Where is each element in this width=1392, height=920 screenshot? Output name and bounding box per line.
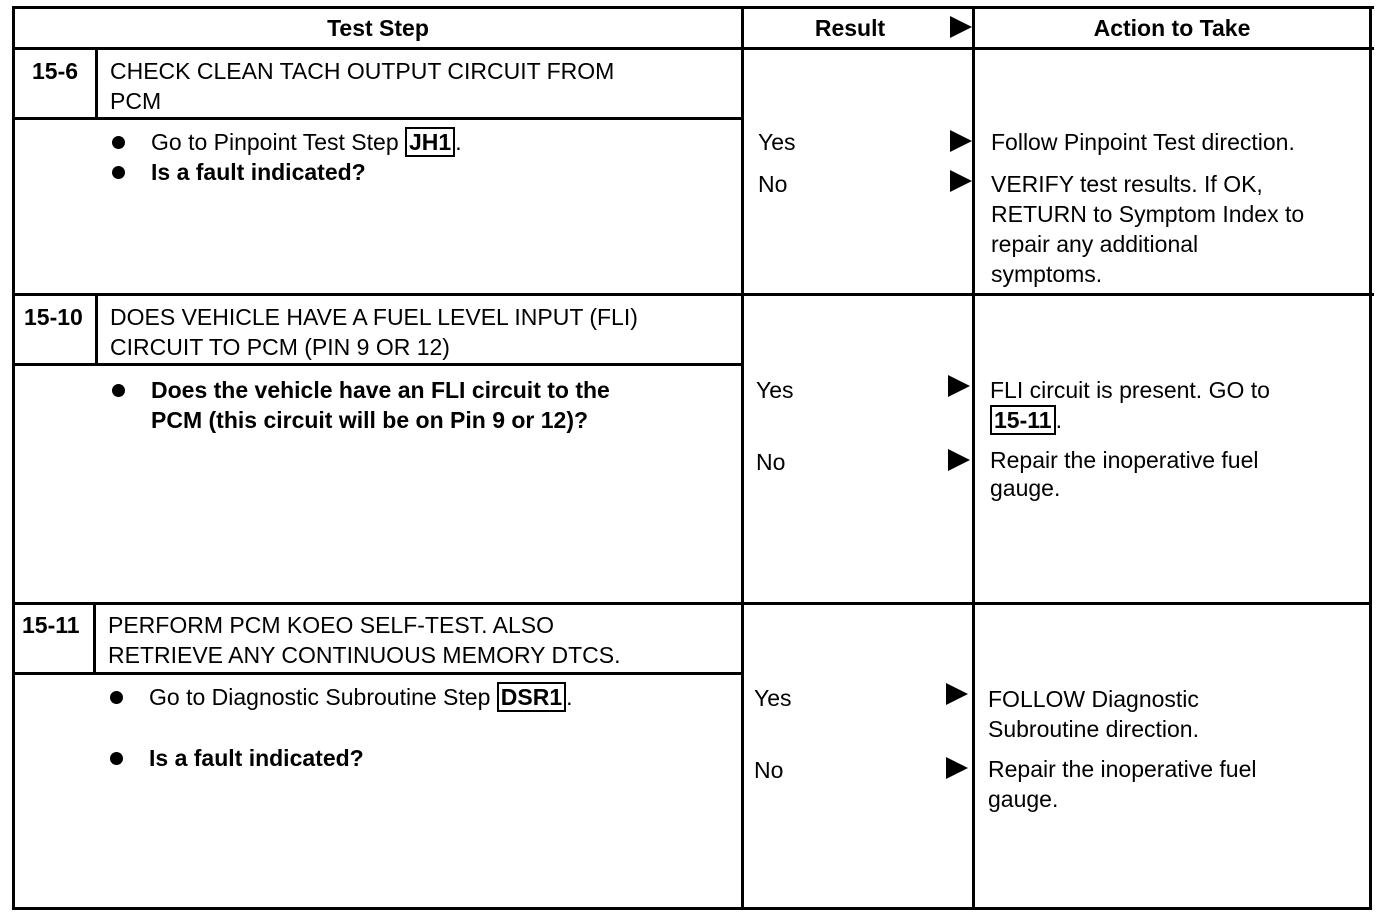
step1-no-action-line3: repair any additional xyxy=(991,231,1199,257)
step1-no-action-line1: VERIFY test results. If OK, xyxy=(991,171,1263,197)
step1-num-rule xyxy=(95,47,98,119)
step2-item-1-line1: Does the vehicle have an FLI circuit to the xyxy=(151,377,610,403)
header-action: Action to Take xyxy=(1093,15,1251,41)
step3-bullet-1 xyxy=(110,691,123,704)
step2-yes-arrow-icon xyxy=(948,375,970,397)
step3-no-arrow-icon xyxy=(946,757,968,779)
step3-num-rule xyxy=(93,602,96,674)
step3-title-rule xyxy=(12,672,742,675)
step1-no-action-line2: RETURN to Symptom Index to xyxy=(991,201,1305,227)
step3-no-action-line1: Repair the inoperative fuel xyxy=(988,756,1257,782)
step1-number: 15-6 xyxy=(32,58,79,84)
step2-no-label: No xyxy=(756,449,786,475)
header-arrow-icon xyxy=(950,16,972,38)
step2-bullet-1 xyxy=(112,384,125,397)
step2-number: 15-10 xyxy=(24,304,83,330)
step3-ref-box: DSR1 xyxy=(497,682,566,712)
step3-item-2: Is a fault indicated? xyxy=(149,745,364,771)
step2-yes-action-line1: FLI circuit is present. GO to xyxy=(990,377,1270,403)
table-border-left xyxy=(12,6,15,910)
step1-item-1 xyxy=(151,127,462,157)
step2-no-action-line1: Repair the inoperative fuel xyxy=(990,447,1259,473)
step1-bullet-2 xyxy=(112,166,125,179)
row-rule-1 xyxy=(12,293,1374,296)
header-test-step: Test Step xyxy=(327,15,429,41)
step1-no-action-line4: symptoms. xyxy=(991,261,1103,287)
step2-yes-action-line2 xyxy=(990,405,1062,435)
step1-yes-action: Follow Pinpoint Test direction. xyxy=(991,129,1295,155)
step2-item-1-line2: PCM (this circuit will be on Pin 9 or 12)? xyxy=(151,407,589,433)
step2-title-line2: CIRCUIT TO PCM (PIN 9 OR 12) xyxy=(110,334,450,360)
step1-title-line2: PCM xyxy=(110,88,162,114)
column-rule-action xyxy=(972,6,975,910)
table-border-top xyxy=(12,6,1374,9)
step2-ref-box: 15-11 xyxy=(990,405,1056,435)
step3-no-action-line2: gauge. xyxy=(988,786,1059,812)
step1-yes-arrow-icon xyxy=(950,130,972,152)
row-rule-2 xyxy=(12,602,1370,605)
step1-no-label: No xyxy=(758,171,788,197)
header-result: Result xyxy=(814,15,886,41)
step1-ref-box: JH1 xyxy=(405,127,455,157)
step2-no-arrow-icon xyxy=(948,449,970,471)
step3-bullet-2 xyxy=(110,752,123,765)
step3-yes-action-line2: Subroutine direction. xyxy=(988,716,1199,742)
step1-ref-period: . xyxy=(455,129,462,155)
step3-number: 15-11 xyxy=(22,612,80,638)
step2-title-rule xyxy=(12,363,742,366)
step2-no-action-line2: gauge. xyxy=(990,475,1061,501)
step2-ref-period: . xyxy=(1055,407,1062,433)
table-border-right xyxy=(1369,6,1372,910)
step1-item-1-text: Go to Pinpoint Test Step xyxy=(151,129,399,155)
step1-title-line1: CHECK CLEAN TACH OUTPUT CIRCUIT FROM xyxy=(110,58,615,84)
step2-yes-label: Yes xyxy=(756,377,794,403)
column-rule-result xyxy=(741,6,744,910)
step3-yes-label: Yes xyxy=(754,685,792,711)
header-rule xyxy=(12,47,1374,50)
step2-num-rule xyxy=(95,293,98,365)
step3-yes-action-line1: FOLLOW Diagnostic xyxy=(988,686,1199,712)
step3-item-1-text: Go to Diagnostic Subroutine Step xyxy=(149,684,491,710)
step3-title-line2: RETRIEVE ANY CONTINUOUS MEMORY DTCS. xyxy=(108,642,621,668)
step1-yes-label: Yes xyxy=(758,129,796,155)
step1-item-2: Is a fault indicated? xyxy=(151,159,366,185)
step1-title-rule xyxy=(12,117,742,120)
step3-item-1 xyxy=(149,682,573,712)
step1-no-arrow-icon xyxy=(950,170,972,192)
table-border-bottom xyxy=(12,907,1370,910)
step2-title-line1: DOES VEHICLE HAVE A FUEL LEVEL INPUT (FLI) xyxy=(110,304,638,330)
step3-title-line1: PERFORM PCM KOEO SELF-TEST. ALSO xyxy=(108,612,555,638)
step3-ref-period: . xyxy=(566,684,573,710)
step1-bullet-1 xyxy=(112,136,125,149)
step3-yes-arrow-icon xyxy=(946,683,968,705)
step3-no-label: No xyxy=(754,757,784,783)
